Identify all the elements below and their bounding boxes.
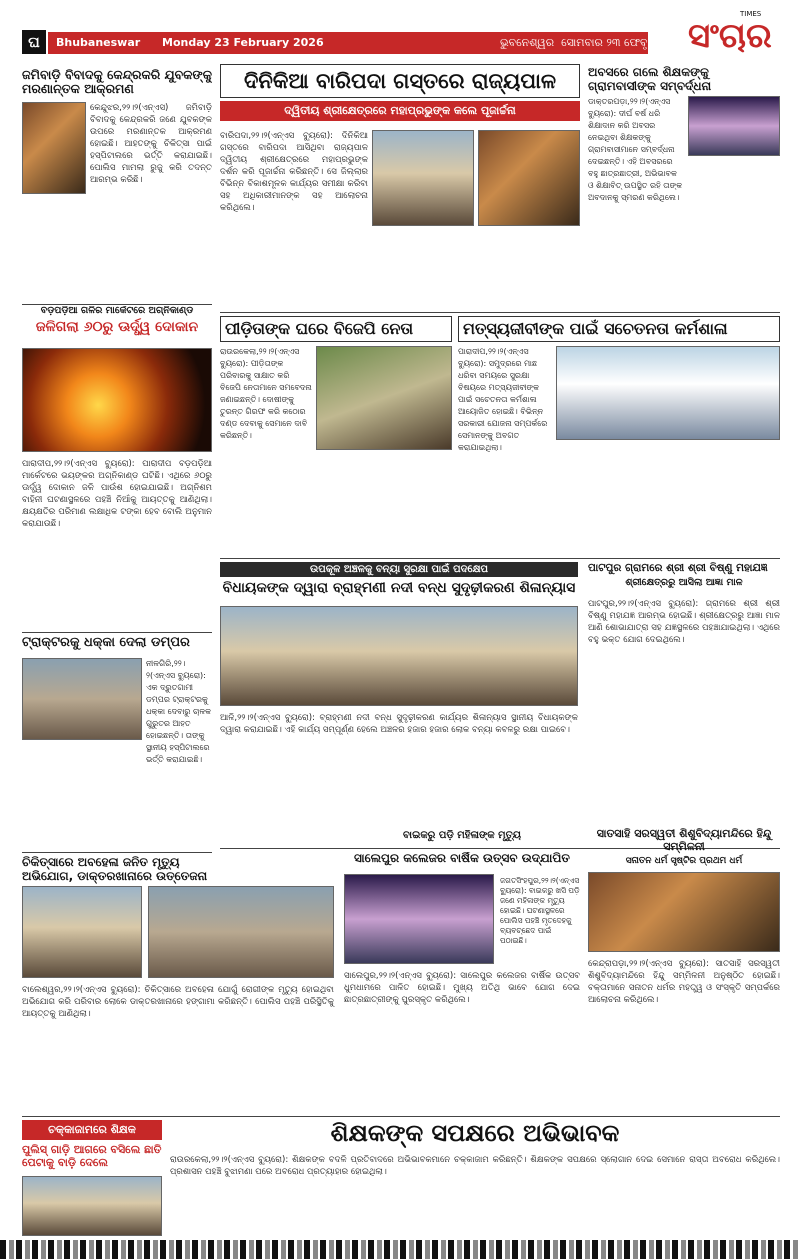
story-body: ରାଉରକେଲା,୨୨।୨(ଏନ୍‌ଏସ ବ୍ୟୁରୋ): ପୀଡ଼ିତାଙ୍କ ପରିବାରକୁ ସାକ୍ଷାତ କରି ବିଜେପି ନେତାମାନେ ସମବେଦନା ଜଣାଇଛନ୍ତି। ଦୋଷୀଙ୍କୁ ତୁରନ୍ତ ଗିରଫ କରି କଠୋର ଦଣ୍ଡ ଦେବାକୁ ସେମାନେ ଦାବି କରିଛନ୍ତି। — [220, 347, 312, 440]
photo-college-stage — [344, 874, 494, 964]
photo-accident — [22, 658, 142, 740]
story-governor — [220, 64, 580, 309]
story-body: ପାଟପୁର,୨୨।୨(ଏନ୍‌ଏସ ବ୍ୟୁରୋ): ଗ୍ରାମରେ ଶ୍ରୀ ଶ୍ରୀ ବିଷ୍ଣୁ ମହାଯଜ୍ଞ ଆରମ୍ଭ ହୋଇଛି। ଶ୍ରୀକ୍ଷେତ୍ରରୁ ଆଜ୍ଞା ମାଳ ଆଣି ଶୋଭାଯାତ୍ରା ସହ ଯଜ୍ଞସ୍ଥଳରେ ପହଞ୍ଚାଯାଇଥିଲା। ଏଥିରେ ବହୁ ଭକ୍ତ ଯୋଗ ଦେଇଥିଲେ। — [588, 599, 780, 645]
photo-fire — [22, 348, 212, 452]
headline: ବାଇକରୁ ପଡ଼ି ମହିଳାଙ୍କ ମୃତ୍ୟୁ — [402, 830, 522, 841]
photo-sammilani — [588, 872, 780, 952]
headline: ଟ୍ରାକ୍ଟରକୁ ଧକ୍କା ଦେଲା ଡମ୍ପର — [22, 636, 190, 650]
photo-governor-temple — [372, 130, 474, 226]
story-parents — [22, 1120, 780, 1238]
masthead — [0, 0, 800, 62]
divider — [22, 852, 212, 853]
kicker: ଚକ୍କାଜାମରେ ଶିକ୍ଷକ — [22, 1120, 162, 1140]
story-body: ନୀଳଗିରି,୨୨।୨(ଏନ୍‌ଏସ ବ୍ୟୁରୋ): ଏକ ଦ୍ରୁତଗାମୀ ଡମ୍ପର ଟ୍ରାକ୍ଟରକୁ ଧକ୍କା ଦେବାରୁ ଚାଳକ ଗୁରୁତର ଆହତ ହୋଇଛନ୍ତି। ତାଙ୍କୁ ସ୍ଥାନୀୟ ହସ୍ପିଟାଲରେ ଭର୍ତ୍ତି କରାଯାଇଛି। — [146, 659, 212, 764]
side-headline: ପୁଲିସ୍ ଗାଡ଼ି ଆଗରେ ବସିଲେ ଛାତି ପେଟାକୁ ବାଡ଼ି ଦେଲେ — [22, 1143, 162, 1169]
story-dumper — [22, 636, 212, 846]
page-number: ଘ — [22, 30, 46, 54]
divider — [22, 1116, 780, 1117]
print-registration-strip — [0, 1240, 800, 1259]
headline: ଚିକିତ୍ସାରେ ଅବହେଳା ଜନିତ ମୃତ୍ୟୁ ଅଭିଯୋଗ, ଡାକ୍ତରଖାନାରେ ଉତ୍ତେଜନା — [22, 856, 208, 883]
photo-governor-meeting — [478, 130, 580, 226]
kicker: ବଡ଼ପଡ଼ିଆ ଗଳିର ମାର୍କେଟରେ ଅଗ୍ନିକାଣ୍ଡ — [40, 306, 194, 316]
photo-protest — [22, 1176, 162, 1236]
city-or: ଭୁବନେଶ୍ୱର — [500, 36, 555, 49]
story-body: କେନ୍ଦୁଝର,୨୨।୨(ଏନ୍‌ଏସ) ଜମିବାଡ଼ି ବିବାଦକୁ କେନ୍ଦ୍ରକରି ଜଣେ ଯୁବକଙ୍କ ଉପରେ ମରଣାନ୍ତକ ଆକ୍ରମଣ ହୋଇଛି। ଆହତଙ୍କୁ ଚିକିତ୍ସା ପାଇଁ ହସ୍ପିଟାଲରେ ଭର୍ତ୍ତି କରାଯାଇଛି। ପୋଲିସ ମାମଲା ରୁଜୁ କରି ତଦନ୍ତ ଆରମ୍ଭ କରିଛି। — [90, 103, 212, 185]
headline: ବିଧାୟକଙ୍କ ଦ୍ୱାରା ବ୍ରାହ୍ମଣୀ ନଦୀ ବନ୍ଧ ସୁଦୃଢ଼ୀକରଣ ଶିଳାନ୍ୟାସ — [222, 580, 576, 596]
date-en: Monday 23 February 2026 — [162, 36, 324, 49]
divider — [220, 558, 780, 559]
story-hindu — [588, 828, 780, 1112]
story-body: ବାଲେଶ୍ୱର,୨୨।୨(ଏନ୍‌ଏସ ବ୍ୟୁରୋ): ଚିକିତ୍ସାରେ ଅବହେଳା ଯୋଗୁଁ ରୋଗୀଙ୍କ ମୃତ୍ୟୁ ହୋଇଥିବା ଅଭିଯୋଗ କରି ପରିବାର ଲୋକେ ଡାକ୍ତରଖାନାରେ ହଙ୍ଗାମା କରିଛନ୍ତି। ପୋଲିସ ପହଞ୍ଚି ପରିସ୍ଥିତିକୁ ଆୟତ୍ତକୁ ଆଣିଥିଲା। — [22, 985, 334, 1019]
photo-bjp-leaders — [316, 346, 452, 450]
story-body: ଜଗତସିଂହପୁର,୨୨।୨(ଏନ୍‌ଏସ ବ୍ୟୁରୋ): ବାଇକରୁ ଖସି ପଡ଼ି ଜଣେ ମହିଳାଙ୍କ ମୃତ୍ୟୁ ହୋଇଛି। ଘଟଣାସ୍ଥଳରେ ପୋଲିସ ପହଞ୍ଚି ମୃତଦେହକୁ ବ୍ୟବଚ୍ଛେଦ ପାଇଁ ପଠାଇଛି। — [500, 876, 580, 945]
headline: ସାତସାହି ସରସ୍ୱତୀ ଶିଶୁବିଦ୍ୟାମନ୍ଦିରେ ହିନ୍ଦୁ ସମ୍ମିଳନୀ — [596, 828, 772, 853]
divider — [220, 312, 780, 313]
photo-hospital — [22, 886, 142, 978]
headline: ଶିକ୍ଷକଙ୍କ ସପକ୍ଷରେ ଅଭିଭାବକ — [330, 1120, 620, 1147]
photo-workshop — [556, 346, 780, 440]
story-teacher — [588, 66, 780, 306]
kicker: ଉପକୂଳ ଅଞ୍ଚଳକୁ ବନ୍ୟା ସୁରକ୍ଷା ପାଇଁ ପଦକ୍ଷେପ — [220, 562, 578, 577]
subhead: ଶ୍ରୀକ୍ଷେତ୍ରରୁ ଆସିଲା ଆଜ୍ଞା ମାଳ — [625, 577, 743, 589]
story-body: ଆଳି,୨୨।୨(ଏନ୍‌ଏସ ବ୍ୟୁରୋ): ବ୍ରାହ୍ମଣୀ ନଦୀ ବନ୍ଧ ସୁଦୃଢ଼ୀକରଣ କାର୍ଯ୍ୟର ଶିଳାନ୍ୟାସ ସ୍ଥାନୀୟ ବିଧାୟକଙ୍କ ଦ୍ୱାରା କରାଯାଇଛି। ଏହି କାର୍ଯ୍ୟ ସମ୍ପୂର୍ଣ୍ଣ ହେଲେ ଅଞ୍ଚଳର ହଜାର ହଜାର ଲୋକ ବନ୍ୟା କବଳରୁ ରକ୍ଷା ପାଇବେ। — [220, 713, 578, 735]
photo-felicitation — [688, 96, 780, 156]
story-bjp — [220, 316, 452, 554]
subhead: ଦ୍ୱିତୀୟ ଶ୍ରୀକ୍ଷେତ୍ରରେ ମହାପ୍ରଭୁଙ୍କ କଲେ ପୂଜାର୍ଚ୍ଚନା — [220, 101, 580, 121]
headline: ପାଟପୁର ଗ୍ରାମରେ ଶ୍ରୀ ଶ୍ରୀ ବିଷ୍ଣୁ ମହାଯଜ୍ଞ — [588, 562, 768, 574]
story-fishermen — [458, 316, 780, 554]
dateline — [56, 36, 342, 49]
story-bike-bodytext — [500, 876, 580, 970]
headline: ଦିନିକିଆ ବାରିପଦା ଗସ୍ତରେ ରାଜ୍ୟପାଳ — [220, 64, 580, 98]
story-body: ପାରାଦୀପ,୨୨।୨(ଏନ୍‌ଏସ ବ୍ୟୁରୋ): ସମୁଦ୍ରରେ ମାଛ ଧରିବା ସମୟରେ ସୁରକ୍ଷା ବିଷୟରେ ମତ୍ସ୍ୟଜୀବୀଙ୍କ ପାଇଁ ସଚେତନତା କର୍ମଶାଳା ଆୟୋଜିତ ହୋଇଛି। ବିଭିନ୍ନ ସରକାରୀ ଯୋଜନା ସମ୍ପର୍କରେ ସେମାନଙ୍କୁ ଅବଗତ କରାଯାଇଥିଲା। — [458, 347, 548, 452]
story-body: କେନ୍ଦ୍ରାପଡ଼ା,୨୨।୨(ଏନ୍‌ଏସ ବ୍ୟୁରୋ): ସାତସାହି ସରସ୍ୱତୀ ଶିଶୁବିଦ୍ୟାମନ୍ଦିରେ ହିନ୍ଦୁ ସମ୍ମିଳନୀ ଅନୁଷ୍ଠିତ ହୋଇଛି। ବକ୍ତାମାନେ ସନାତନ ଧର୍ମର ମହତ୍ତ୍ୱ ଓ ସଂସ୍କୃତି ସମ୍ପର୍କରେ ଆଲୋଚନା କରିଥିଲେ। — [588, 959, 780, 1005]
story-bike — [344, 830, 580, 846]
story-fire — [22, 306, 212, 626]
photo-hospital-2 — [148, 886, 334, 978]
headline: ମତ୍ସ୍ୟଜୀବୀଙ୍କ ପାଇଁ ସଚେତନତା କର୍ମଶାଳା — [458, 316, 780, 342]
divider — [22, 304, 212, 305]
story-land-dispute — [22, 68, 212, 300]
divider — [22, 632, 212, 633]
story-body: ବାରିପଦା,୨୨।୨(ଏନ୍‌ଏସ ବ୍ୟୁରୋ): ଦିନିକିଆ ଗସ୍ତରେ ବାରିପଦା ଆସିଥିବା ରାଜ୍ୟପାଳ ଦ୍ୱିତୀୟ ଶ୍ରୀକ୍ଷେତ୍ରରେ ମହାପ୍ରଭୁଙ୍କ ଦର୍ଶନ କରି ପୂଜାର୍ଚ୍ଚନା କରିଛନ୍ତି। ସେ ଜିଲ୍ଲାର ବିଭିନ୍ନ ବିକାଶମୂଳକ କାର୍ଯ୍ୟର ସମୀକ୍ଷା କରିବା ସହ ଅଧିକାରୀମାନଙ୍କ ସହ ଆଲୋଚନା କରିଥିଲେ। — [220, 131, 368, 213]
story-body: ଡାକ୍ତରପଡ଼ା,୨୨।୨(ଏନ୍‌ଏସ ବ୍ୟୁରୋ): ଦୀର୍ଘ ବର୍ଷ ଧରି ଶିକ୍ଷାଦାନ କରି ଅବସର ନେଇଥିବା ଶିକ୍ଷକଙ୍କୁ ଗ୍ରାମବାସୀମାନେ ସମ୍ବର୍ଦ୍ଧନା ଦେଇଛନ୍ତି। ଏହି ଅବସରରେ ବହୁ ଛାତ୍ରଛାତ୍ରୀ, ଅଭିଭାବକ ଓ ଶିକ୍ଷାବିତ୍ ଉପସ୍ଥିତ ରହି ତାଙ୍କ ଅବଦାନକୁ ସ୍ମରଣ କରିଥିଲେ। — [588, 97, 683, 202]
date-or: ସୋମବାର ୨୩ ଫେବୃଆରୀ ୨୦୨୬ — [561, 36, 699, 49]
headline: ସାଲେପୁର କଲେଜର ବାର୍ଷିକ ଉତ୍ସବ ଉଦ୍‌ଯାପିତ — [354, 852, 570, 865]
city-en: Bhubaneswar — [56, 36, 141, 49]
story-jagna — [588, 562, 780, 822]
photo-victim — [22, 102, 86, 194]
headline: ପୀଡ଼ିତାଙ୍କ ଘରେ ବିଜେପି ନେତା — [220, 316, 452, 342]
story-embankment — [220, 562, 578, 844]
photo-foundation-stone — [220, 606, 578, 706]
dateline-odia — [500, 36, 698, 50]
logo-text: ସଂଚାର — [688, 16, 772, 56]
newspaper-logo[interactable] — [682, 2, 782, 60]
logo-tag: TIMES — [740, 10, 762, 18]
story-hospital — [22, 856, 340, 1112]
story-body: ସାଲେପୁର,୨୨।୨(ଏନ୍‌ଏସ ବ୍ୟୁରୋ): ସାଲେପୁର କଲେଜର ବାର୍ଷିକ ଉତ୍ସବ ଧୁମଧାମରେ ପାଳିତ ହୋଇଛି। ମୁଖ୍ୟ ଅତିଥି ଭାବେ ଯୋଗ ଦେଇ ଛାତ୍ରଛାତ୍ରୀଙ୍କୁ ପୁରସ୍କୃତ କରିଥିଲେ। — [344, 971, 580, 1005]
story-body: ପାରାଦୀପ,୨୨।୨(ଏନ୍‌ଏସ ବ୍ୟୁରୋ): ପାରାଦୀପ ବଡ଼ପଡ଼ିଆ ମାର୍କେଟରେ ଭୟଙ୍କର ଅଗ୍ନିକାଣ୍ଡ ଘଟିଛି। ଏଥିରେ ୬୦ରୁ ଊର୍ଦ୍ଧ୍ୱ ଦୋକାନ ଜଳି ପାଉଁଶ ହୋଇଯାଇଛି। ଅଗ୍ନିଶମ ବାହିନୀ ଘଟଣାସ୍ଥଳରେ ପହଞ୍ଚି ନିଆଁକୁ ଆୟତ୍ତକୁ ଆଣିଥିଲା। କ୍ଷୟକ୍ଷତିର ପରିମାଣ ଲକ୍ଷାଧିକ ଟଙ୍କା ହେବ ବୋଲି ଅନୁମାନ କରାଯାଉଛି। — [22, 459, 212, 529]
subhead: ସନାତନ ଧର୍ମ ସୃଷ୍ଟିର ପ୍ରଥମ ଧର୍ମ — [625, 856, 743, 867]
story-body: ରାଉରକେଲା,୨୨।୨(ଏନ୍‌ଏସ ବ୍ୟୁରୋ): ଶିକ୍ଷକଙ୍କ ବଦଳି ପ୍ରତିବାଦରେ ଅଭିଭାବକମାନେ ଚକ୍କାଜାମ କରିଛନ୍ତି। ଶିକ୍ଷକଙ୍କ ସପକ୍ଷରେ ସ୍ଲୋଗାନ ଦେଇ ସେମାନେ ରାସ୍ତା ଅବରୋଧ କରିଥିଲେ। ପ୍ରଶାସନ ପହଞ୍ଚି ବୁଝାମଣା ପରେ ଅବରୋଧ ପ୍ରତ୍ୟାହାର ହୋଇଥିଲା। — [170, 1155, 780, 1177]
headline: ଜଳିଗଲା ୬୦ରୁ ଊର୍ଦ୍ଧ୍ୱ ଦୋକାନ — [35, 318, 199, 335]
headline: ଅବସରେ ଗଲେ ଶିକ୍ଷକଙ୍କୁ ଗ୍ରାମବାସୀଙ୍କ ସମ୍ବର୍ଦ୍ଧନା — [588, 66, 712, 93]
headline: ଜମିବାଡ଼ି ବିବାଦକୁ କେନ୍ଦ୍ରକରି ଯୁବକଙ୍କୁ ମରଣାନ୍ତକ ଆକ୍ରମଣ — [22, 68, 212, 97]
